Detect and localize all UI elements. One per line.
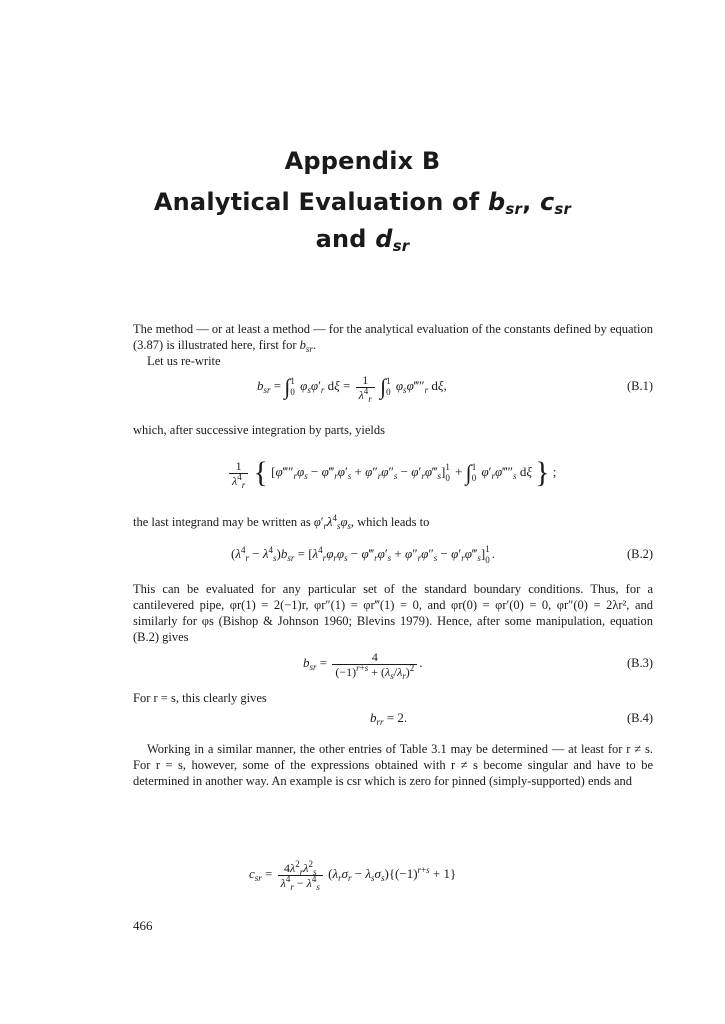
paragraph-table-entries: Working in a similar manner, the other entries of Table 3.1 may be determined — at least for r ≠ s. For r = s, however, some of the expressions obtained with r ≠ s become singular and have to be determined in another way. An example is csr which is zero for pinned (simply-supported) ends and <box>133 742 653 788</box>
paragraph-integration: which, after successive integration by parts, yields <box>133 423 386 437</box>
equation-integrated: $\frac{1}{\lambda^4_r}$ { [$\varphi‴''_r\varphi_s$ − $\varphi‴_r\varphi'_s + \varphi''_r\varphi''_s$ − $\varphi'_r\varphi‴_s$] 1 0 + ∫ 1 0 $\varphi'_r\varphi‴''_s$ dξ } ; <box>133 456 653 488</box>
equation-number-b3: (B.3) <box>626 656 653 670</box>
appendix-subtitle-line2: and $d_{sr}$ <box>315 225 410 255</box>
equation-number-b1: (B.1) <box>626 379 653 393</box>
paragraph-boundary-conditions: This can be evaluated for any particular set of the standard boundary conditions. Thus, for a cantilevered pipe, φr(1) = 2(−1)r, φr″(1) = φr‴(1) = 0, and φr(0) = φr′(0) = 0, φr″(0) = 2λr², and similarly for φs (Bishop & Johnson 1960; Blevins 1979). Hence, after some manipulation, equation (B.2) gives <box>133 582 653 644</box>
equation-b3: $b_{sr}$ = $\frac{4}{(-1)^{r+s} + (\lambda_s/\lambda_r)^2}$ . (B.3) <box>133 643 653 683</box>
paragraph-intro: The method — or at least a method — for the analytical evaluation of the constants defined by equation (3.87) is illustrated here, first for $b_{sr}$. <box>133 322 653 354</box>
paragraph-last-integrand: the last integrand may be written as $\varphi'_r\lambda^4_s\varphi_s$, which leads to <box>133 513 430 531</box>
appendix-title: Appendix B <box>284 147 441 175</box>
equation-csr: $c_{sr}$ = $\frac{4\lambda^2_r\lambda^2_s}{\lambda^4_r - \lambda^4_s}$ $(\lambda_r\sigma_r - \lambda_s\sigma_s)\{(-1)^{r+s} + 1\}$ <box>249 858 457 892</box>
equation-b2: $(\lambda^4_r - \lambda^4_s)b_{sr} = [\lambda^4_r\varphi_r\varphi_s$ − $\varphi‴_r\varphi'_s + \varphi''_r\varphi''_s$ − $\varphi'_r\varphi‴_s$] 1 0 . (B.2) <box>133 538 653 570</box>
paragraph-rewrite: Let us re-write <box>147 354 221 368</box>
equation-number-b2: (B.2) <box>626 547 653 561</box>
paragraph-r-equals-s: For r = s, this clearly gives <box>133 691 267 705</box>
equation-b4: $b_{rr} = 2$. (B.4) <box>133 702 653 734</box>
page-number: 466 <box>133 918 153 933</box>
equation-number-b4: (B.4) <box>626 711 653 725</box>
appendix-subtitle-line1: Analytical Evaluation of $b_{sr}$, $c_{sr}$ <box>153 188 572 218</box>
equation-b1: $b_{sr}$ = ∫ 1 0 $\varphi_s\varphi'_r$ dξ = $\frac{1}{\lambda^4_r}$ ∫ 1 0 $\varphi_s\varphi‴''_r$ dξ, (B.1) <box>133 370 653 402</box>
